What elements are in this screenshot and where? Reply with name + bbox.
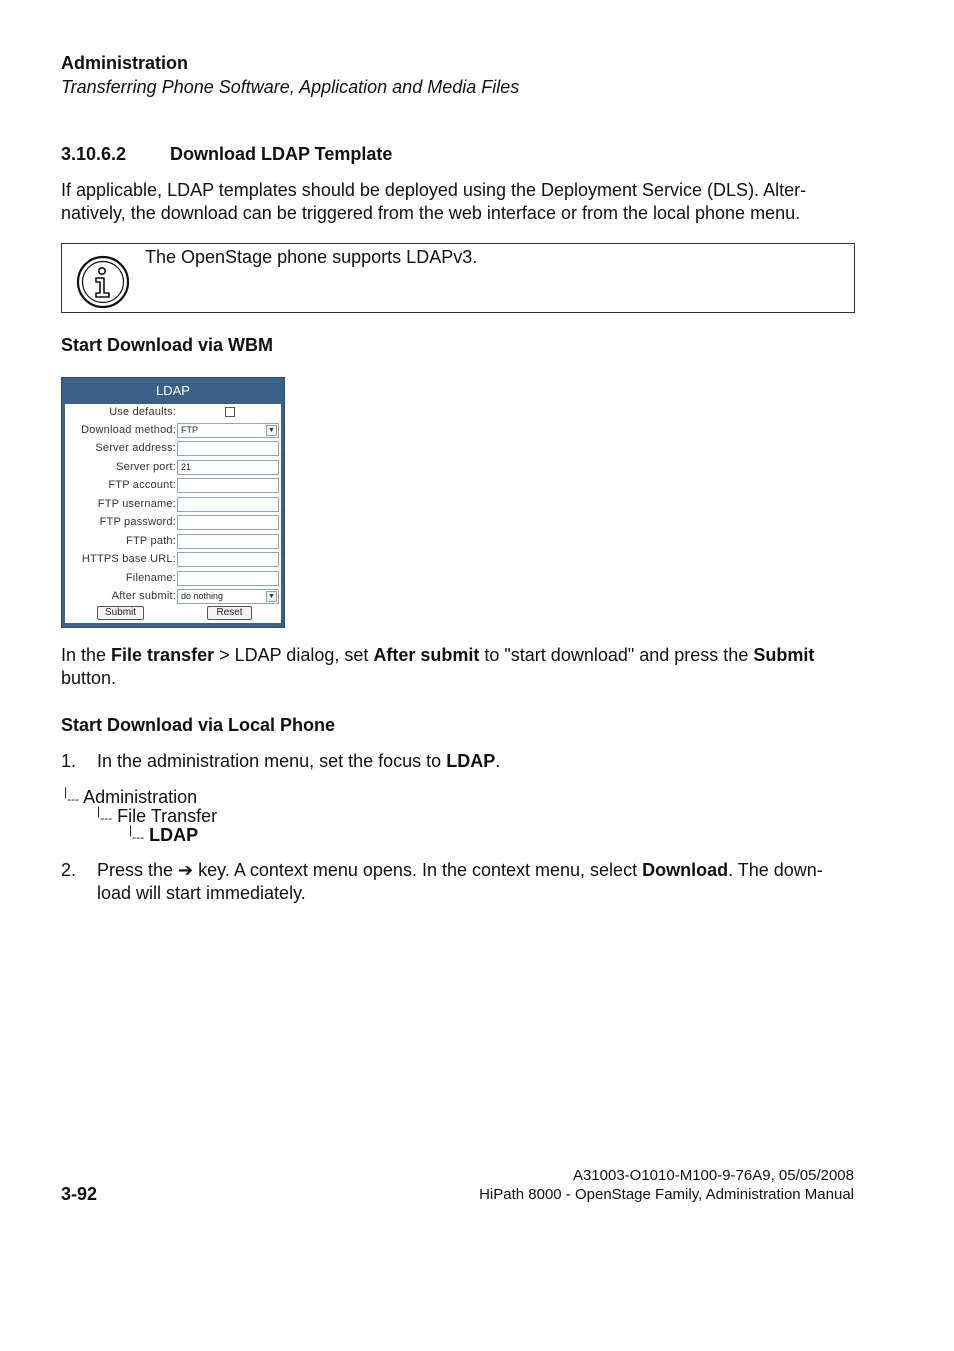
ldap-form (65, 404, 281, 623)
intro-line-2: natively, the download can be triggered from the web interface or from the local phone menu. (61, 203, 801, 223)
step-2-body (97, 859, 861, 905)
step-2-bold: Download (642, 860, 729, 880)
menu-tree-level-1 (64, 787, 197, 808)
https-base-url-row (65, 551, 281, 570)
instruction-bold: After submit (373, 645, 480, 665)
step-2-number: 2. (61, 860, 77, 880)
after-submit-row (65, 588, 281, 607)
https-base-url-input[interactable] (177, 552, 279, 567)
wbm-instruction (61, 644, 861, 690)
download-method-select[interactable] (177, 423, 279, 438)
section-number: 3.10.6.2 (61, 144, 127, 164)
chevron-down-icon[interactable]: ▼ (266, 425, 277, 436)
intro-paragraph (61, 179, 861, 225)
tree-dashes: --- (132, 830, 145, 844)
document-id: A31003-O1010-M100-9-76A9, 05/05/2008 (572, 1167, 854, 1184)
step-2-text: Press the (97, 860, 179, 880)
after-submit-label: After submit: (111, 590, 176, 602)
reset-button[interactable]: Reset (207, 606, 252, 620)
download-method-row (65, 422, 281, 441)
ftp-account-input[interactable] (177, 478, 279, 493)
use-defaults-row (65, 404, 281, 423)
tree-dashes: --- (100, 811, 113, 825)
tree-item-administration: Administration (83, 787, 198, 807)
step-1-bold: LDAP (446, 751, 496, 771)
step-1-number: 1. (61, 751, 77, 771)
ldap-dialog-title: LDAP (156, 383, 190, 398)
server-port-label: Server port: (116, 460, 176, 473)
ftp-path-row (65, 533, 281, 552)
instruction-text: > LDAP dialog, set (214, 645, 374, 665)
tree-branch-mark: | (129, 823, 133, 837)
ftp-username-input[interactable] (177, 497, 279, 512)
step-2-line-2: load will start immediately. (97, 883, 306, 903)
submit-button[interactable]: Submit (97, 606, 144, 620)
after-submit-select[interactable] (177, 589, 279, 604)
download-method-value: FTP (181, 424, 198, 435)
ftp-password-label: FTP password: (99, 516, 176, 528)
ftp-account-label: FTP account: (108, 479, 176, 491)
https-base-url-label: HTTPS base URL: (81, 553, 176, 565)
note-text: The OpenStage phone supports LDAPv3. (145, 247, 478, 267)
tree-dashes: --- (67, 792, 80, 806)
document-title: HiPath 8000 - OpenStage Family, Administration Manual (479, 1186, 854, 1203)
filename-input[interactable] (177, 571, 279, 586)
ftp-account-row (65, 477, 281, 496)
server-address-row (65, 440, 281, 459)
instruction-bold: Submit (753, 645, 815, 665)
intro-line-1: If applicable, LDAP templates should be deployed using the Deployment Service (DLS). Alter- (61, 180, 807, 200)
step-2-line-1 (97, 859, 861, 882)
menu-tree-level-3 (129, 825, 198, 846)
after-submit-value: do nothing (181, 591, 224, 601)
ftp-password-input[interactable] (177, 515, 279, 530)
ftp-username-label: FTP username: (97, 497, 176, 510)
menu-tree-level-2 (97, 806, 217, 827)
step-1-text-wrap (97, 750, 500, 773)
server-port-row (65, 459, 281, 478)
tree-item-ldap: LDAP (149, 825, 199, 845)
ldap-dialog (61, 377, 285, 628)
ftp-password-row (65, 514, 281, 533)
filename-row (65, 570, 281, 589)
tree-branch-mark: | (64, 785, 68, 799)
filename-label: Filename: (125, 571, 176, 584)
chapter-title: Administration (61, 53, 189, 73)
ftp-path-label: FTP path: (126, 534, 176, 547)
step-1 (61, 750, 861, 773)
step-2 (61, 859, 861, 903)
step-1-end: . (495, 751, 501, 771)
arrow-right-icon: ➔ (178, 860, 194, 880)
download-method-label: Download method: (81, 423, 176, 436)
use-defaults-checkbox[interactable] (225, 407, 235, 417)
use-defaults-label: Use defaults: (109, 406, 176, 418)
wbm-instruction-line-1 (61, 644, 861, 667)
step-1-text: In the administration menu, set the focus to (97, 751, 447, 771)
step-2-text: key. A context menu opens. In the context menu, select (193, 860, 643, 880)
instruction-text: to "start download" and press the (479, 645, 754, 665)
tree-item-file-transfer: File Transfer (117, 806, 218, 826)
page-number: 3-92 (61, 1184, 98, 1204)
ftp-path-input[interactable] (177, 534, 279, 549)
server-address-input[interactable] (177, 441, 279, 456)
step-2-text: . The down- (728, 860, 823, 880)
server-port-input[interactable]: 21 (177, 460, 279, 475)
ftp-username-row (65, 496, 281, 515)
wbm-heading: Start Download via WBM (61, 335, 274, 355)
section-title: Download LDAP Template (170, 144, 393, 164)
server-address-label: Server address: (95, 442, 176, 454)
tree-branch-mark: | (97, 804, 101, 818)
chapter-subtitle: Transferring Phone Software, Application and Media Files (61, 77, 520, 97)
instruction-bold: File transfer (111, 645, 215, 665)
chevron-down-icon[interactable]: ▼ (266, 591, 277, 602)
wbm-instruction-line-2: button. (61, 668, 117, 688)
instruction-text: In the (61, 645, 112, 665)
info-icon (75, 254, 131, 310)
local-heading: Start Download via Local Phone (61, 715, 336, 735)
